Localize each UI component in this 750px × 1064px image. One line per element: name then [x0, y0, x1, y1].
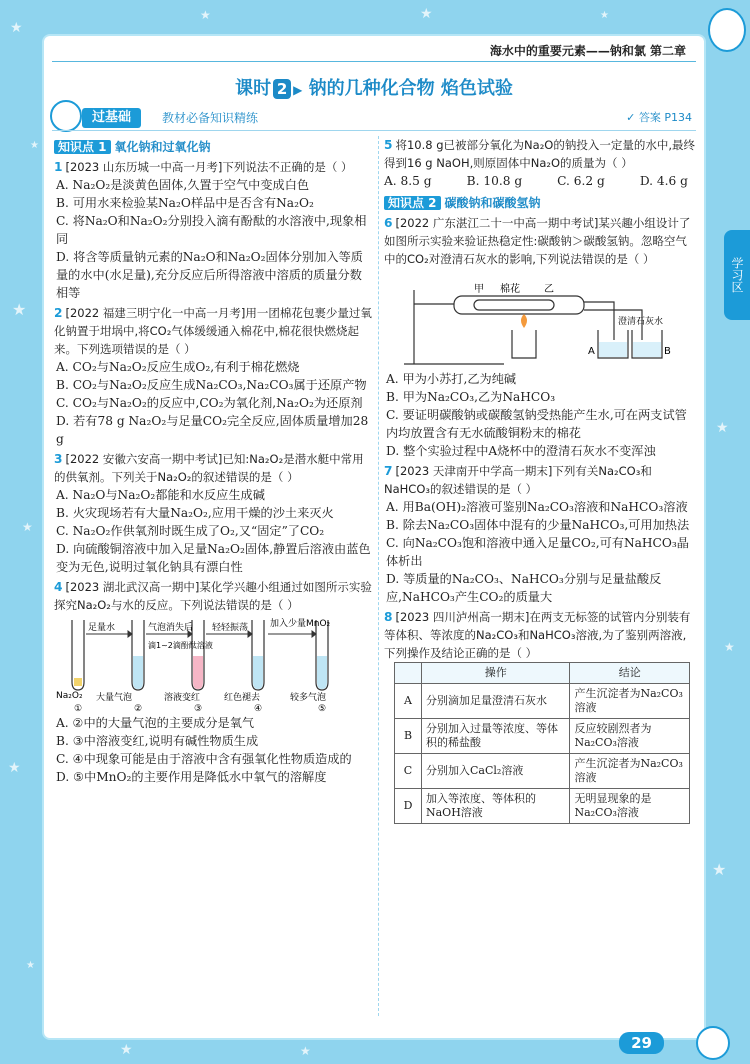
step-label-1: 足量水 — [88, 623, 116, 633]
tube-number-4: ④ — [254, 704, 263, 712]
option-c[interactable]: C. 要证明碳酸钠或碳酸氢钠受热能产生水,可在两支试管内均放置含有无水硫酸铜粉末的棉花 — [386, 408, 687, 440]
option-a[interactable]: A. Na₂O₂是淡黄色固体,久置于空气中变成白色 — [56, 178, 310, 192]
question-6 — [384, 214, 696, 460]
star-icon: ★ — [22, 520, 33, 534]
title-text: 钠的几种化合物 焰色试验 — [308, 78, 513, 99]
table-header-row — [395, 663, 690, 684]
table-cell: B — [395, 719, 422, 754]
question-number: 2 — [54, 306, 63, 320]
table-row — [395, 754, 690, 789]
star-icon: ★ — [26, 960, 35, 971]
table-cell: 分别滴加足量澄清石灰水 — [422, 684, 570, 719]
question-4 — [54, 578, 372, 786]
option-a[interactable]: A. 8.5 g — [384, 174, 432, 188]
answer-reference — [626, 109, 692, 125]
option-c[interactable]: C. ④中现象可能是由于溶液中含有强氧化性物质造成的 — [56, 752, 352, 766]
option-b[interactable]: B. ③中溶液变红,说明有碱性物质生成 — [56, 734, 259, 748]
title-prefix: 课时 — [235, 78, 272, 99]
caption-2: 溶液变红 — [164, 693, 201, 703]
tube1-label: Na₂O₂ — [56, 691, 83, 701]
star-icon: ★ — [420, 6, 433, 22]
experiment-figure-heating — [384, 270, 696, 368]
knowledge-point-2 — [384, 194, 541, 212]
table-header: 操作 — [422, 663, 570, 684]
option-d[interactable]: D. 将含等质量钠元素的Na₂O和Na₂O₂固体分别加入等质量的水中(水足量),充分反应后所得溶液中溶质的质量分数相等 — [56, 250, 363, 300]
section-tag: 过基础 — [82, 108, 141, 128]
star-icon: ★ — [200, 8, 211, 22]
option-d[interactable]: D. ⑤中MnO₂的主要作用是降低水中氧气的溶解度 — [56, 770, 327, 784]
question-stem: [2023 四川泸州高一期末]在两支无标签的试管内分别装有等体积、等浓度的Na₂CO₃和NaHCO₃溶液,为了鉴别两溶液,下列操作及结论正确的是（ ） — [384, 610, 691, 660]
table-header — [395, 663, 422, 684]
label-yi: 乙 — [544, 284, 554, 295]
kp-title: 碳酸钠和碳酸氢钠 — [444, 196, 541, 210]
section-band — [52, 108, 696, 131]
table-cell: D — [395, 789, 422, 824]
step-label-3: 轻轻振荡 — [212, 623, 249, 633]
option-c[interactable]: C. Na₂O₂作供氧剂时既生成了O₂,又“固定”了CO₂ — [56, 524, 325, 538]
question-stem: [2022 安徽六安高一期中考试]已知:Na₂O₂是潜水艇中常用的供氧剂。下列关于Na₂O₂的叙述错误的是（ ） — [54, 452, 364, 484]
question-3 — [54, 450, 372, 576]
option-d[interactable]: D. 若有78 g Na₂O₂与足量CO₂完全反应,固体质量增加28 g — [56, 414, 369, 446]
question-5 — [384, 136, 696, 190]
question-number: 4 — [54, 580, 63, 594]
question-stem: [2022 广东湛江二十一中高一期中考试]某兴趣小组设计了如图所示实验来验证热稳定性:碳酸钠＞碳酸氢钠。忽略空气中的CO₂对澄清石灰水的影响,下列说法错误的是（ ） — [384, 216, 691, 266]
option-d[interactable]: D. 整个实验过程中A烧杯中的澄清石灰水不变浑浊 — [386, 444, 656, 458]
option-d[interactable]: D. 4.6 g — [639, 174, 688, 188]
page — [44, 36, 704, 1038]
star-icon: ★ — [12, 300, 27, 319]
test-tubes-diagram — [54, 616, 372, 712]
label-jia: 甲 — [474, 284, 484, 295]
table-cell: 无明显现象的是Na₂CO₃溶液 — [570, 789, 690, 824]
caption-4: 较多气泡 — [290, 693, 327, 703]
inner-tube — [474, 300, 554, 310]
left-column — [54, 136, 372, 788]
caption-3: 红色褪去 — [224, 693, 261, 703]
option-b[interactable]: B. 10.8 g — [466, 174, 523, 188]
sodium-peroxide-solid — [74, 678, 82, 686]
star-icon: ★ — [10, 20, 23, 36]
question-stem: [2023 湖北武汉高一期中]某化学兴趣小组通过如图所示实验探究Na₂O₂与水的反应。下列说法错误的是（ ） — [54, 580, 372, 612]
right-column — [384, 136, 696, 826]
option-d[interactable]: D. 向硫酸铜溶液中加入足量Na₂O₂固体,静置后溶液由蓝色变为无色,说明过氧化钠具有漂白性 — [56, 542, 371, 574]
table-cell: 加入等浓度、等体积的NaOH溶液 — [422, 789, 570, 824]
option-a[interactable]: A. 甲为小苏打,乙为纯碱 — [386, 372, 517, 386]
tube-number-5: ⑤ — [318, 704, 327, 712]
running-head: 海水中的重要元素——钠和氯 第二章 — [489, 44, 686, 58]
option-b[interactable]: B. 可用水来检验某Na₂O样品中是否含有Na₂O₂ — [56, 196, 314, 210]
label-a: A — [588, 346, 595, 357]
star-icon: ★ — [8, 760, 21, 776]
question-number: 6 — [384, 216, 393, 230]
arrow-icon: ▶ — [293, 83, 303, 97]
question-number: 7 — [384, 464, 393, 478]
question-7 — [384, 462, 696, 606]
lesson-number: 2 — [273, 79, 291, 99]
label-cotton: 棉花 — [500, 284, 520, 295]
option-c[interactable]: C. 将Na₂O和Na₂O₂分别投入滴有酚酞的水溶液中,现象相同 — [56, 214, 367, 246]
table-cell: 分别加入CaCl₂溶液 — [422, 754, 570, 789]
delivery-tube-1 — [584, 302, 614, 340]
table-cell: 分别加入过量等浓度、等体积的稀盐酸 — [422, 719, 570, 754]
option-a[interactable]: A. CO₂与Na₂O₂反应生成O₂,有利于棉花燃烧 — [56, 360, 300, 374]
question-stem: [2023 山东历城一中高一月考]下列说法不正确的是（ ） — [65, 160, 353, 174]
step-label-4: 加入少量MnO₂ — [270, 619, 331, 629]
star-icon: ★ — [30, 140, 39, 151]
star-icon: ★ — [712, 860, 727, 879]
question-number: 5 — [384, 138, 393, 152]
option-b[interactable]: B. 甲为Na₂CO₃,乙为NaHCO₃ — [386, 390, 556, 404]
star-icon: ★ — [120, 1042, 133, 1058]
mascot-icon — [696, 1026, 730, 1060]
question-stem: [2023 天津南开中学高一期末]下列有关Na₂CO₃和NaHCO₃的叙述错误的是（ ） — [384, 464, 652, 496]
option-a[interactable]: A. 用Ba(OH)₂溶液可鉴别Na₂CO₃溶液和NaHCO₃溶液 — [386, 500, 688, 514]
question-number: 3 — [54, 452, 63, 466]
option-d[interactable]: D. 等质量的Na₂CO₃、NaHCO₃分别与足量盐酸反应,NaHCO₃产生CO₂的质量大 — [386, 572, 662, 604]
step-label-2: 气泡消失后 — [148, 623, 194, 633]
option-c[interactable]: C. 向Na₂CO₃饱和溶液中通入足量CO₂,可有NaHCO₃晶体析出 — [386, 536, 689, 568]
option-b[interactable]: B. CO₂与Na₂O₂反应生成Na₂CO₃,Na₂CO₃属于还原产物 — [56, 378, 367, 392]
question-2 — [54, 304, 372, 448]
mascot-icon — [708, 8, 746, 52]
caption-1: 大量气泡 — [96, 693, 133, 703]
star-icon: ★ — [600, 10, 609, 21]
table-cell: 产生沉淀者为Na₂CO₃溶液 — [570, 684, 690, 719]
table-row — [395, 719, 690, 754]
answer-ref-text: 答案 P134 — [638, 111, 692, 124]
tube-number-3: ③ — [194, 704, 203, 712]
check-icon: ✓ — [626, 111, 636, 124]
options-row — [384, 172, 696, 190]
question-stem: 将10.8 g已被部分氧化为Na₂O的钠投入一定量的水中,最终得到16 g NaOH,则原固体中Na₂O的质量为（ ） — [384, 138, 696, 170]
page-number: 29 — [619, 1032, 664, 1054]
table-cell: 反应较剧烈者为Na₂CO₃溶液 — [570, 719, 690, 754]
option-a[interactable]: A. ②中的大量气泡的主要成分是氧气 — [56, 716, 255, 730]
tube-number-2: ② — [134, 704, 143, 712]
star-icon: ★ — [300, 1044, 311, 1058]
question-1 — [54, 158, 372, 302]
answer-table — [394, 662, 690, 824]
question-8 — [384, 608, 696, 824]
star-icon: ★ — [724, 640, 735, 654]
table-cell: 产生沉淀者为Na₂CO₃溶液 — [570, 754, 690, 789]
column-divider — [378, 136, 379, 1016]
burner — [512, 330, 536, 358]
question-number: 8 — [384, 610, 393, 624]
flame-icon — [521, 314, 527, 328]
kp-label: 知识点 2 — [384, 196, 441, 210]
question-number: 1 — [54, 160, 63, 174]
star-icon: ★ — [716, 420, 729, 436]
header-rule — [52, 61, 696, 62]
drops-label: 滴1~2滴酚酞溶液 — [148, 641, 213, 650]
tube-number-1: ① — [74, 704, 83, 712]
option-b[interactable]: B. 除去Na₂CO₃固体中混有的少量NaHCO₃,可用加热法 — [386, 518, 690, 532]
option-c[interactable]: C. CO₂与Na₂O₂的反应中,CO₂为氧化剂,Na₂O₂为还原剂 — [56, 396, 363, 410]
table-row — [395, 789, 690, 824]
experiment-figure-tubes — [54, 616, 372, 712]
side-tab[interactable]: 学习区 — [724, 230, 750, 320]
label-b: B — [664, 346, 671, 357]
option-c[interactable]: C. 6.2 g — [557, 174, 605, 188]
lesson-title — [44, 74, 704, 100]
kp-label: 知识点 1 — [54, 140, 111, 154]
knowledge-point-1 — [54, 138, 211, 156]
option-b[interactable]: B. 火灾现场若有大量Na₂O₂,应用干燥的沙土来灭火 — [56, 506, 334, 520]
table-cell: C — [395, 754, 422, 789]
option-a[interactable]: A. Na₂O与Na₂O₂都能和水反应生成碱 — [56, 488, 265, 502]
table-header: 结论 — [570, 663, 690, 684]
question-stem: [2022 福建三明宁化一中高一月考]用一团棉花包裹少量过氧化钠置于坩埚中,将CO₂气体缓缓通入棉花中,棉花很快燃烧起来。下列选项错误的是（ ） — [54, 306, 372, 356]
label-limewater: 澄清石灰水 — [618, 317, 664, 327]
section-subtitle: 教材必备知识精练 — [162, 111, 259, 125]
kp-title: 氧化钠和过氧化钠 — [114, 140, 211, 154]
table-row — [395, 684, 690, 719]
table-cell: A — [395, 684, 422, 719]
heating-apparatus-diagram — [384, 270, 696, 368]
